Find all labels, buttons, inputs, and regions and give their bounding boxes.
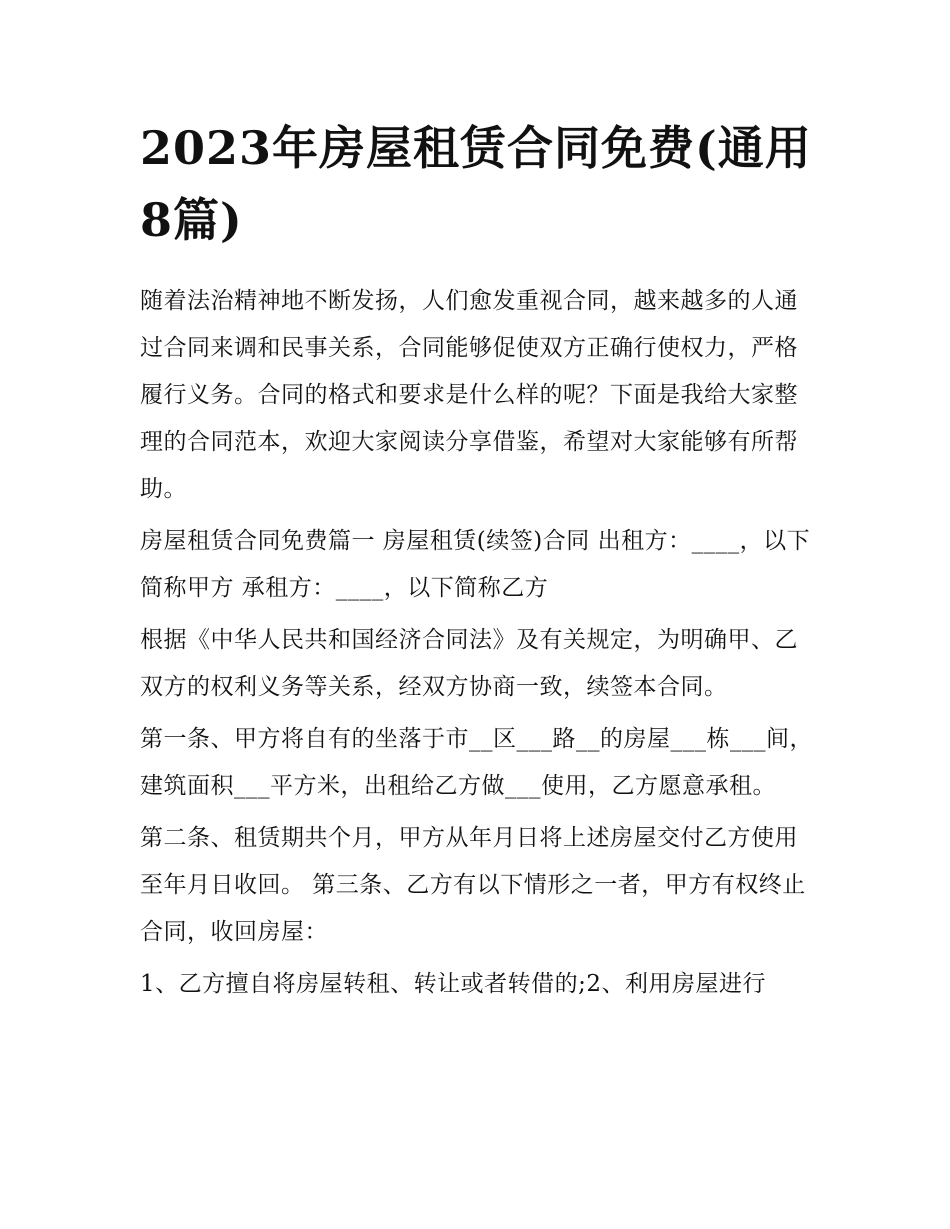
article-one-paragraph: 第一条、甲方将自有的坐落于市__区___路__的房屋___栋___间，建筑面积___平方米，出租给乙方做___使用，乙方愿意承租。: [140, 726, 813, 799]
legal-basis-paragraph: 根据《中华人民共和国经济合同法》及有关规定，为明确甲、乙双方的权利义务等关系，经双方协商一致，续签本合同。: [140, 627, 798, 700]
document-title: [140, 112, 820, 256]
intro-paragraph: 随着法治精神地不断发扬，人们愈发重视合同，越来越多的人通过合同来调和民事关系，合同能够促使双方正确行使权力，严格履行义务。合同的格式和要求是什么样的呢？下面是我给大家整理的合同范本，欢迎大家阅读分享借鉴，希望对大家能够有所帮助。: [140, 288, 798, 502]
document-title-text: 2023年房屋租赁合同免费(通用8篇): [140, 121, 812, 247]
contract-parties-paragraph: 房屋租赁合同免费篇一 房屋租赁(续签)合同 出租方：____，以下简称甲方 承租方：____，以下简称乙方: [140, 528, 811, 601]
article-two-three-paragraph: 第二条、租赁期共个月，甲方从年月日将上述房屋交付乙方使用至年月日收回。 第三条、乙方有以下情形之一者，甲方有权终止合同，收回房屋：: [140, 825, 806, 945]
clause-list-paragraph: 1、乙方擅自将房屋转租、转让或者转借的;2、利用房屋进行: [140, 971, 767, 997]
document-body: [140, 278, 820, 1013]
